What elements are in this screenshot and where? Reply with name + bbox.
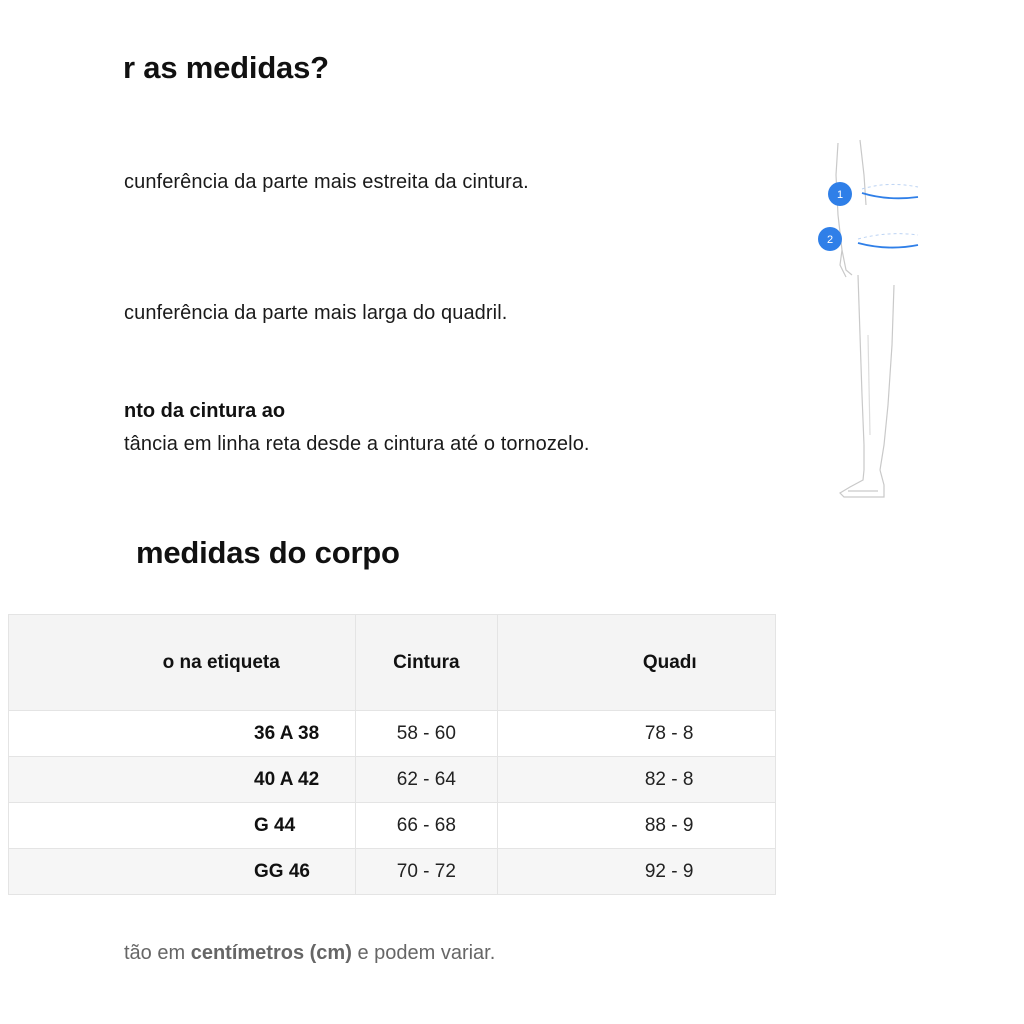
row-size: 40 A 42 — [9, 757, 356, 803]
row-waist: 58 - 60 — [355, 711, 497, 757]
units-note — [124, 942, 495, 965]
header-label-size: o na etiqueta — [9, 615, 356, 711]
row-hip: 82 - 8 — [497, 757, 775, 803]
note-post: e podem variar. — [357, 942, 496, 964]
row-size: GG 46 — [9, 849, 356, 895]
row-hip: 88 - 9 — [497, 803, 775, 849]
table-row — [9, 711, 776, 757]
note-pre: tão em — [124, 942, 186, 964]
waist-description: cunferência da parte mais estreita da cintura. — [124, 171, 529, 193]
waist-badge-icon — [828, 182, 852, 206]
body-measurement-figure — [828, 135, 918, 505]
note-unit: centímetros (cm) — [190, 942, 352, 964]
badge-2-label: 2 — [826, 234, 834, 246]
header-waist: Cintura — [355, 615, 497, 711]
row-hip: 78 - 8 — [497, 711, 775, 757]
header-hip: Quadı — [497, 615, 775, 711]
length-title: nto da cintura ao — [124, 400, 286, 422]
hip-badge-icon — [818, 227, 842, 251]
hip-description: cunferência da parte mais larga do quadril. — [124, 302, 508, 324]
row-waist: 70 - 72 — [355, 849, 497, 895]
table-header-row — [9, 615, 776, 711]
table-row — [9, 803, 776, 849]
row-waist: 62 - 64 — [355, 757, 497, 803]
section-title-how-to-measure: r as medidas? — [123, 50, 329, 85]
size-table — [8, 614, 776, 895]
content-viewport — [123, 0, 896, 1024]
row-hip: 92 - 9 — [497, 849, 775, 895]
table-row — [9, 757, 776, 803]
table-row — [9, 849, 776, 895]
row-size: 36 A 38 — [9, 711, 356, 757]
length-description: tância em linha reta desde a cintura até o tornozelo. — [124, 433, 590, 455]
row-waist: 66 - 68 — [355, 803, 497, 849]
row-size: G 44 — [9, 803, 356, 849]
badge-1-label: 1 — [836, 189, 844, 201]
section-title-body-measures: medidas do corpo — [136, 535, 400, 570]
